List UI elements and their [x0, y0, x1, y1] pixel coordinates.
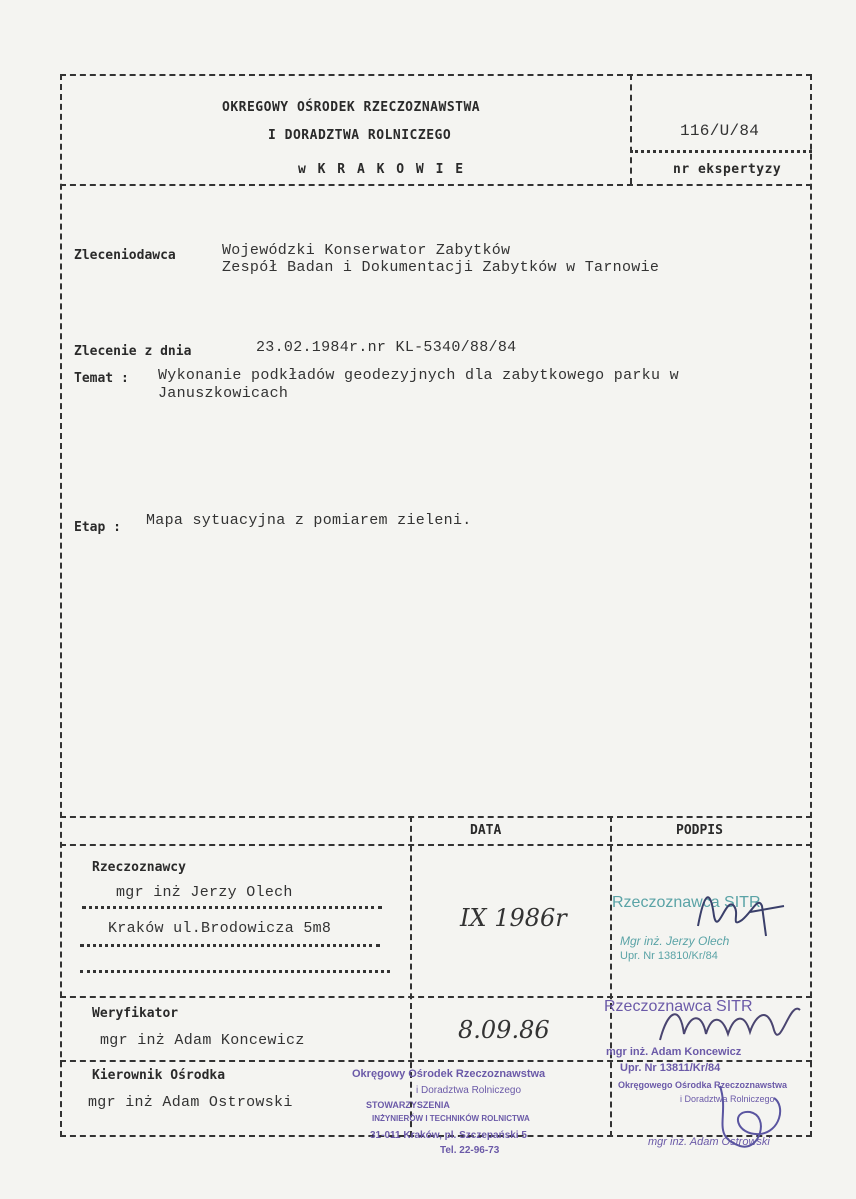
verifier-stamp-title: Rzeczoznawca SITR [604, 998, 753, 1015]
expert-stamp-number: Upr. Nr 13810/Kr/84 [620, 950, 718, 962]
head-stamp-line2: i Doradztwa Rolniczego [680, 1094, 775, 1104]
head-stamp-line1: Okręgowego Ośrodka Rzeczoznawstwa [618, 1080, 788, 1090]
subject-line1: Wykonanie podkładów geodezyjnych dla zabytkowego parku w [158, 367, 679, 384]
expert-signature [680, 876, 800, 946]
table-header-divider [60, 844, 812, 846]
verifier-date: 8.09.86 [458, 1016, 550, 1044]
office-stamp-line4: INŻYNIERÓW I TECHNIKÓW ROLNICTWA [372, 1114, 530, 1123]
client-line2: Zespół Badan i Dokumentacji Zabytków w Tarnowie [222, 259, 660, 276]
dotted-line-2 [80, 944, 380, 947]
dotted-line-3 [80, 970, 390, 973]
stage-value: Mapa sytuacyjna z pomiarem zieleni. [146, 512, 472, 529]
table-top-divider [60, 816, 812, 818]
header-vertical-divider [630, 74, 632, 184]
office-stamp-line5: 31-011 Kraków, pl. Szczepański 5 [370, 1130, 527, 1141]
institution-line1: OKREGOWY OŚRODEK RZECZOZNAWSTWA [222, 100, 481, 115]
number-divider [630, 150, 812, 153]
col-divider-2 [610, 816, 612, 1137]
verifier-label: Weryfikator [92, 1006, 179, 1021]
head-name: mgr inż Adam Ostrowski [88, 1094, 293, 1111]
head-signature [690, 1076, 810, 1156]
header-bottom-divider [60, 184, 812, 186]
col-header-podpis: PODPIS [676, 823, 723, 838]
expert-stamp-title: Rzeczoznawca SITR [612, 894, 761, 911]
expertise-number: 116/U/84 [680, 122, 760, 140]
expert-stamp-name: Mgr inż. Jerzy Olech [620, 934, 730, 948]
office-stamp-line2: i Doradztwa Rolniczego [416, 1085, 522, 1096]
col-divider-1 [410, 816, 412, 1137]
office-stamp-line1: Okręgowy Ośrodek Rzeczoznawstwa [352, 1068, 546, 1080]
col-header-data: DATA [470, 823, 502, 838]
experts-date: IX 1986r [460, 904, 567, 932]
head-label: Kierownik Ośrodka [92, 1068, 226, 1083]
subject-label: Temat : [74, 371, 129, 386]
stage-label: Etap : [74, 520, 121, 535]
order-date-value: 23.02.1984r.nr KL-5340/88/84 [256, 339, 517, 356]
client-line1: Wojewódzki Konserwator Zabytków [222, 242, 511, 259]
order-date-label: Zlecenie z dnia [74, 344, 192, 359]
experts-label: Rzeczoznawcy [92, 860, 186, 875]
verifier-name: mgr inż Adam Koncewicz [100, 1032, 305, 1049]
subject-line2: Januszkowicach [158, 385, 289, 402]
head-stamp-name: mgr inż. Adam Ostrowski [648, 1136, 770, 1148]
office-stamp-line6: Tel. 22-96-73 [440, 1145, 500, 1156]
client-label: Zleceniodawca [74, 248, 176, 263]
institution-line2: I DORADZTWA ROLNICZEGO [268, 128, 452, 143]
office-stamp-line3: STOWARZYSZENIA [366, 1100, 450, 1110]
verifier-stamp-name: mgr inż. Adam Koncewicz [606, 1046, 742, 1058]
verifier-signature [650, 990, 810, 1060]
expert-address: Kraków ul.Brodowicza 5m8 [108, 920, 332, 937]
institution-line3: w K R A K O W I E [298, 162, 466, 177]
expertise-label: nr ekspertyzy [673, 162, 782, 177]
dotted-line-1 [82, 906, 382, 909]
document-frame [60, 74, 812, 1137]
verifier-stamp-number: Upr. Nr 13811/Kr/84 [620, 1062, 721, 1074]
expert-name: mgr inż Jerzy Olech [116, 884, 293, 901]
